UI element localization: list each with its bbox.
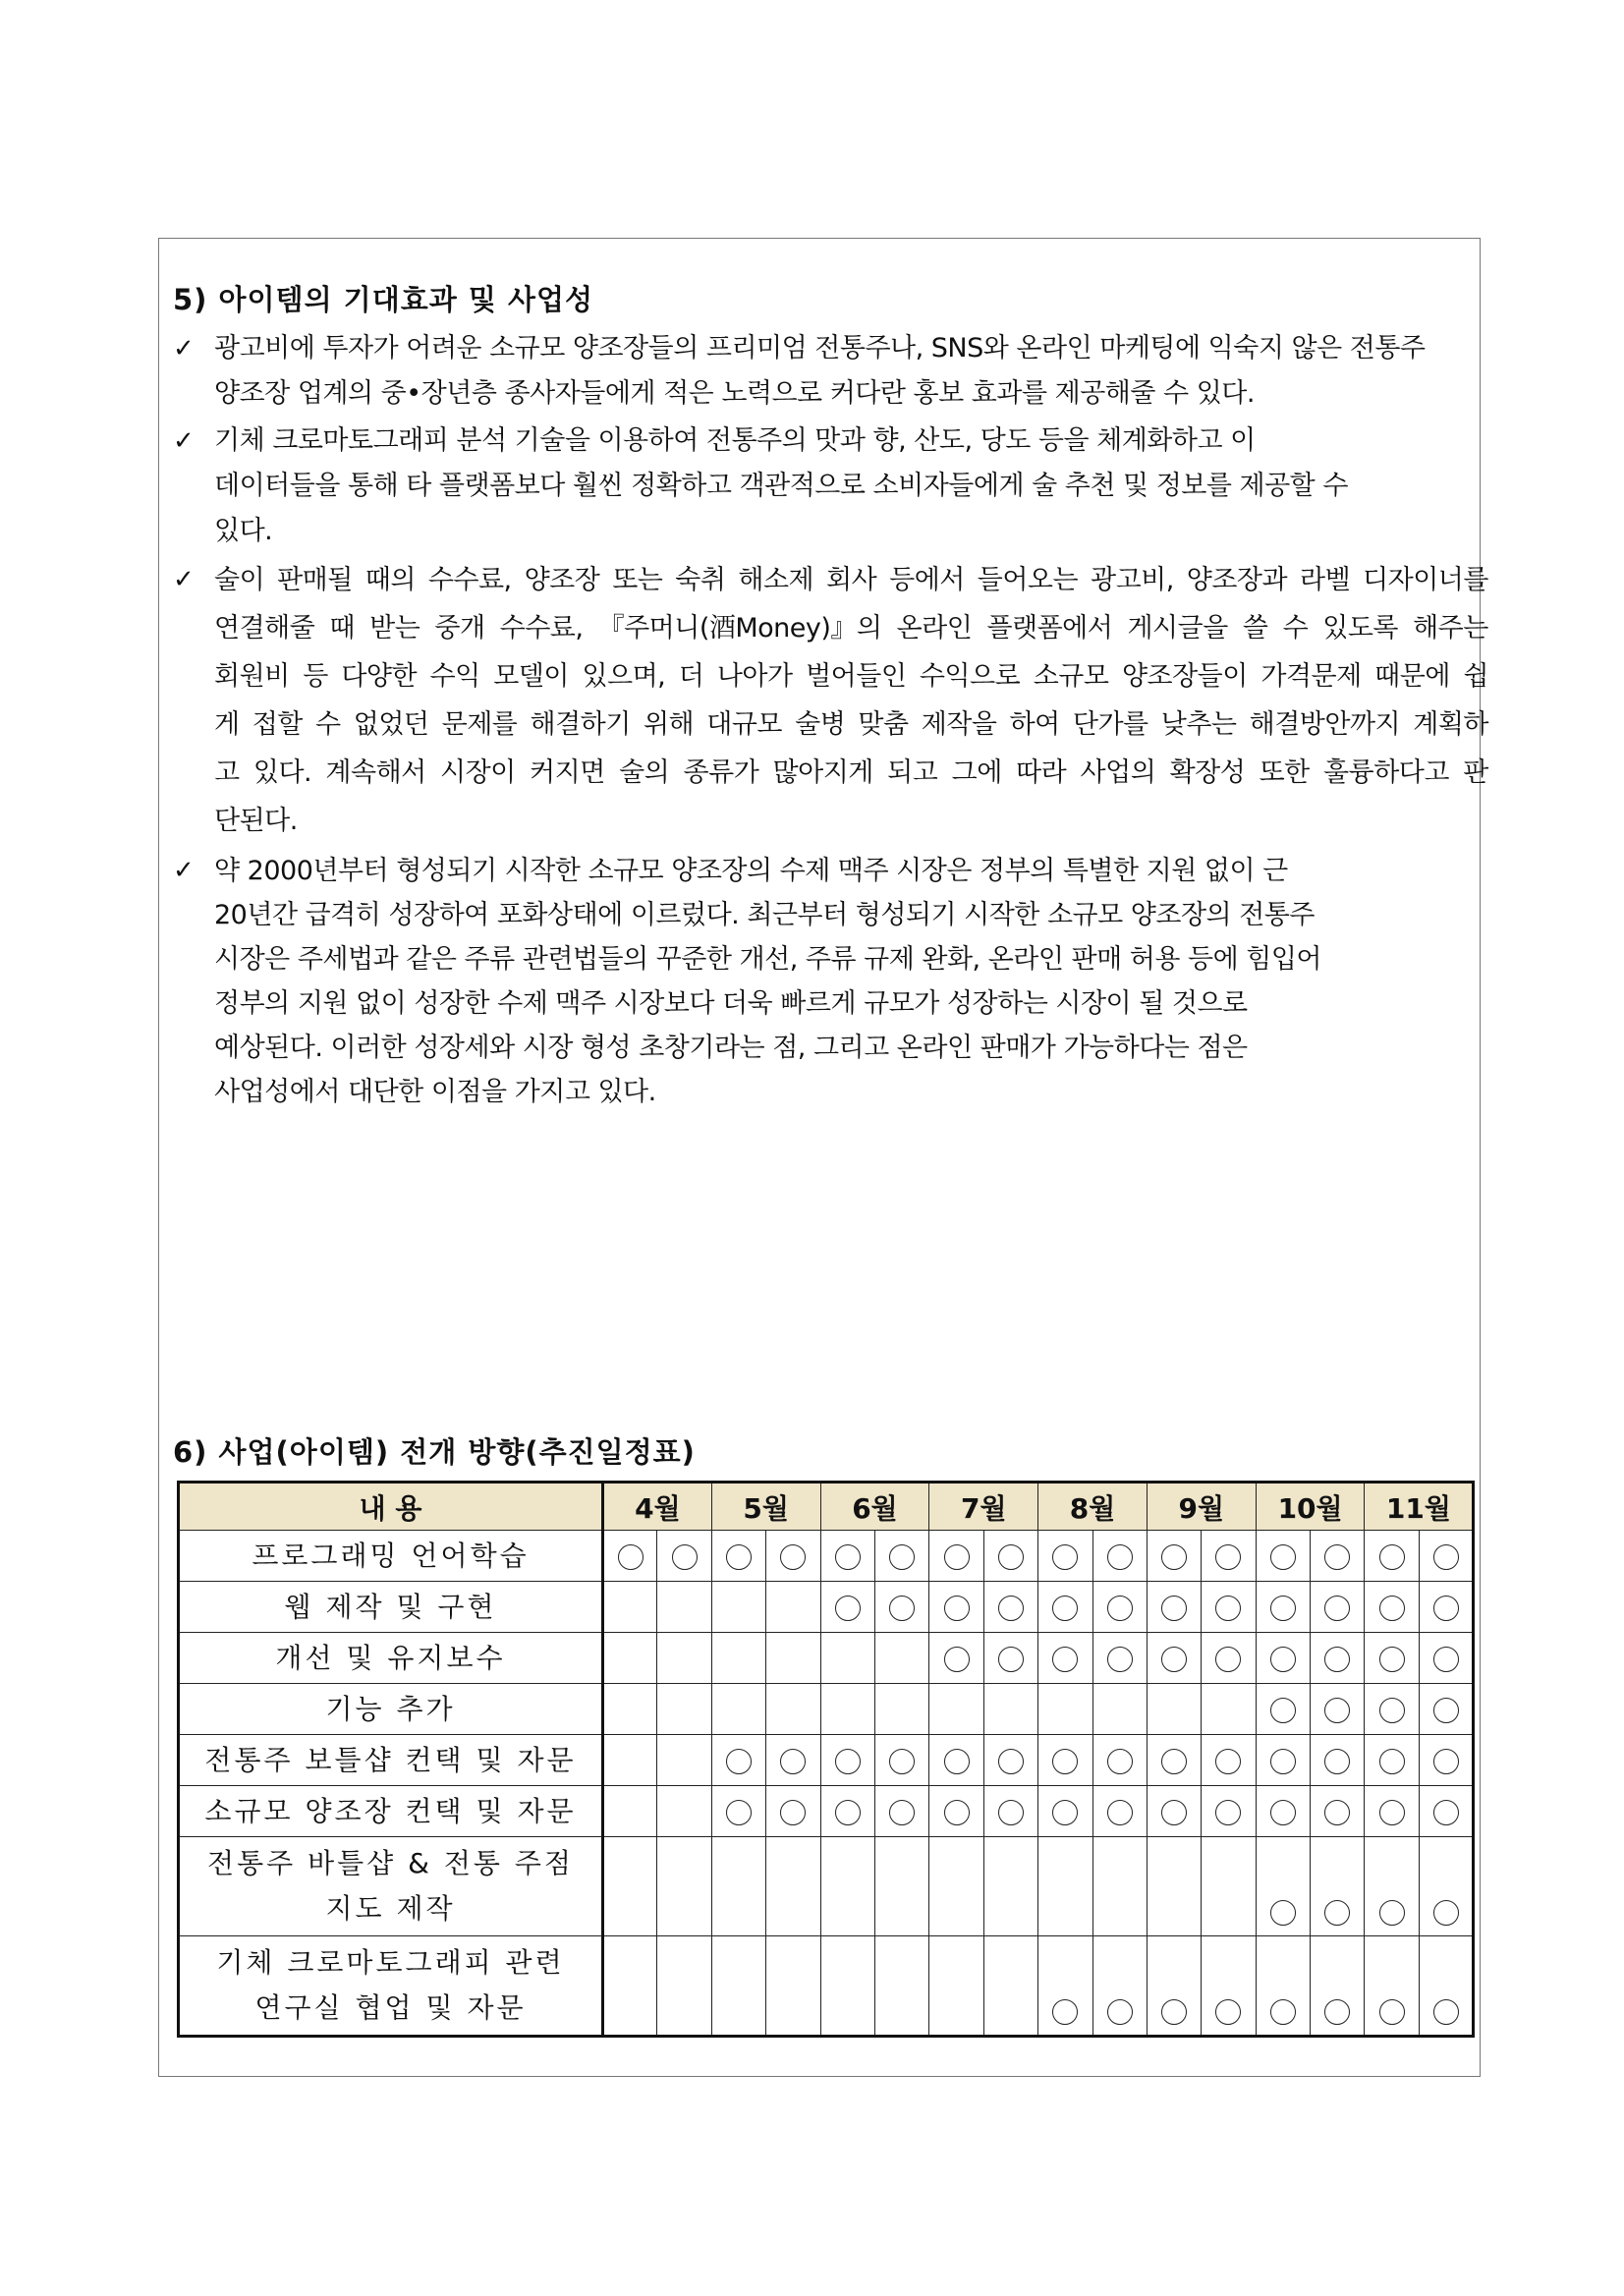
schedule-cell xyxy=(1256,1684,1310,1735)
task-label-line: 전통주 보틀샵 컨택 및 자문 xyxy=(204,1743,577,1776)
schedule-cell xyxy=(603,1837,657,1936)
schedule-mark-icon xyxy=(1379,1749,1405,1774)
schedule-cell xyxy=(983,1735,1037,1786)
task-label-line: 웹 제작 및 구현 xyxy=(284,1590,497,1623)
bullet-item xyxy=(173,556,1494,845)
task-label-line: 지도 제작 xyxy=(325,1892,456,1925)
schedule-cell xyxy=(820,1633,874,1684)
schedule-cell xyxy=(1256,1582,1310,1633)
schedule-mark-icon xyxy=(1270,1596,1296,1621)
header-month: 5월 xyxy=(711,1483,820,1531)
schedule-cell xyxy=(766,1582,820,1633)
schedule-cell xyxy=(1202,1837,1256,1936)
header-month: 4월 xyxy=(603,1483,712,1531)
schedule-mark-icon xyxy=(998,1596,1024,1621)
schedule-cell xyxy=(1365,1531,1419,1582)
schedule-mark-icon xyxy=(835,1749,861,1774)
schedule-cell xyxy=(1202,1582,1256,1633)
schedule-cell xyxy=(766,1531,820,1582)
schedule-mark-icon xyxy=(1107,1544,1133,1570)
schedule-task-label xyxy=(179,1735,603,1786)
schedule-cell xyxy=(1419,1936,1473,2037)
schedule-cell xyxy=(874,1582,928,1633)
schedule-cell xyxy=(1092,1531,1147,1582)
schedule-mark-icon xyxy=(1107,1647,1133,1672)
schedule-mark-icon xyxy=(1161,1647,1187,1672)
schedule-cell xyxy=(1311,1735,1365,1786)
schedule-cell xyxy=(983,1786,1037,1837)
schedule-cell xyxy=(657,1786,711,1837)
schedule-cell xyxy=(1365,1936,1419,2037)
schedule-cell xyxy=(1147,1786,1201,1837)
schedule-mark-icon xyxy=(726,1544,752,1570)
bullet-item xyxy=(173,326,1494,417)
schedule-cell xyxy=(820,1735,874,1786)
schedule-mark-icon xyxy=(835,1544,861,1570)
bullet-line: 20년간 급격히 성장하여 포화상태에 이르렀다. 최근부터 형성되기 시작한 소규모 양조장의 전통주 xyxy=(214,900,1315,930)
schedule-cell xyxy=(929,1735,983,1786)
schedule-mark-icon xyxy=(1107,1800,1133,1825)
schedule-cell xyxy=(1256,1633,1310,1684)
schedule-mark-icon xyxy=(1324,1749,1350,1774)
schedule-cell xyxy=(983,1633,1037,1684)
bullet-line: 연결해줄 때 받는 중개 수수료, 『주머니(酒Money)』의 온라인 플랫폼에서 게시글을 쓸 수 있도록 해주는 xyxy=(214,613,1488,644)
bullet-item xyxy=(173,849,1494,1114)
schedule-cell xyxy=(1147,1936,1201,2037)
schedule-cell xyxy=(711,1786,765,1837)
bullet-line: 술이 판매될 때의 수수료, 양조장 또는 숙취 해소제 회사 등에서 들어오는 광고비, 양조장과 라벨 디자이너를 xyxy=(214,565,1488,595)
schedule-cell xyxy=(1092,1582,1147,1633)
schedule-mark-icon xyxy=(889,1749,915,1774)
checkmark-icon: ✓ xyxy=(173,426,195,456)
schedule-cell xyxy=(820,1531,874,1582)
schedule-cell xyxy=(711,1582,765,1633)
schedule-cell xyxy=(603,1786,657,1837)
schedule-mark-icon xyxy=(780,1749,806,1774)
schedule-cell xyxy=(1202,1531,1256,1582)
schedule-mark-icon xyxy=(780,1800,806,1825)
schedule-row xyxy=(179,1837,1474,1936)
schedule-mark-icon xyxy=(1324,1900,1350,1926)
schedule-cell xyxy=(929,1684,983,1735)
task-label-line: 소규모 양조장 컨택 및 자문 xyxy=(204,1794,577,1827)
schedule-cell xyxy=(820,1684,874,1735)
schedule-mark-icon xyxy=(1379,1544,1405,1570)
schedule-cell xyxy=(1419,1735,1473,1786)
schedule-cell xyxy=(1202,1684,1256,1735)
schedule-cell xyxy=(1202,1735,1256,1786)
schedule-mark-icon xyxy=(1215,1647,1241,1672)
schedule-cell xyxy=(1147,1735,1201,1786)
schedule-cell xyxy=(1419,1786,1473,1837)
schedule-cell xyxy=(874,1531,928,1582)
schedule-cell xyxy=(603,1936,657,2037)
schedule-cell xyxy=(983,1531,1037,1582)
schedule-mark-icon xyxy=(1324,1800,1350,1825)
schedule-cell xyxy=(603,1633,657,1684)
schedule-cell xyxy=(657,1936,711,2037)
schedule-cell xyxy=(1419,1837,1473,1936)
schedule-mark-icon xyxy=(1433,1900,1459,1926)
schedule-cell xyxy=(1092,1936,1147,2037)
schedule-mark-icon xyxy=(1215,1800,1241,1825)
schedule-cell xyxy=(1311,1837,1365,1936)
schedule-cell xyxy=(1147,1684,1201,1735)
header-month: 7월 xyxy=(929,1483,1038,1531)
schedule-cell xyxy=(711,1837,765,1936)
schedule-mark-icon xyxy=(1107,1749,1133,1774)
schedule-mark-icon xyxy=(1324,1647,1350,1672)
schedule-mark-icon xyxy=(1379,1596,1405,1621)
bullet-line: 예상된다. 이러한 성장세와 시장 형성 초창기라는 점, 그리고 온라인 판매가 가능하다는 점은 xyxy=(214,1033,1248,1063)
bullet-line: 고 있다. 계속해서 시장이 커지면 술의 종류가 많아지게 되고 그에 따라 사업의 확장성 또한 훌륭하다고 판 xyxy=(214,757,1488,788)
schedule-task-label xyxy=(179,1684,603,1735)
schedule-cell xyxy=(1311,1936,1365,2037)
schedule-mark-icon xyxy=(1433,1647,1459,1672)
schedule-cell xyxy=(1419,1684,1473,1735)
task-label-line: 연구실 협업 및 자문 xyxy=(254,1991,527,2024)
schedule-row xyxy=(179,1786,1474,1837)
schedule-cell xyxy=(874,1633,928,1684)
task-label-line: 기체 크로마토그래피 관련 xyxy=(216,1946,565,1979)
task-label-line: 개선 및 유지보수 xyxy=(275,1641,506,1674)
section-5-title: 5) 아이템의 기대효과 및 사업성 xyxy=(173,283,593,316)
schedule-mark-icon xyxy=(1052,1999,1078,2025)
header-content-label: 내 용 xyxy=(179,1483,603,1531)
schedule-cell xyxy=(820,1837,874,1936)
schedule-mark-icon xyxy=(1379,1800,1405,1825)
schedule-cell xyxy=(657,1633,711,1684)
schedule-cell xyxy=(766,1837,820,1936)
schedule-cell xyxy=(874,1837,928,1936)
schedule-cell xyxy=(1311,1786,1365,1837)
bullet-line: 단된다. xyxy=(214,806,298,836)
schedule-mark-icon xyxy=(1215,1596,1241,1621)
schedule-mark-icon xyxy=(1161,1544,1187,1570)
schedule-cell xyxy=(711,1531,765,1582)
header-month: 8월 xyxy=(1038,1483,1148,1531)
bullet-line: 양조장 업계의 중•장년층 종사자들에게 적은 노력으로 커다란 홍보 효과를 제공해줄 수 있다. xyxy=(214,378,1255,409)
schedule-mark-icon xyxy=(944,1647,970,1672)
schedule-mark-icon xyxy=(1433,1698,1459,1723)
schedule-mark-icon xyxy=(1433,1999,1459,2025)
schedule-mark-icon xyxy=(1379,1900,1405,1926)
schedule-cell xyxy=(603,1582,657,1633)
schedule-task-label xyxy=(179,1633,603,1684)
schedule-mark-icon xyxy=(1052,1800,1078,1825)
schedule-cell xyxy=(1038,1786,1092,1837)
schedule-cell xyxy=(1256,1786,1310,1837)
schedule-mark-icon xyxy=(1052,1596,1078,1621)
schedule-cell xyxy=(929,1936,983,2037)
bullet-line: 게 접할 수 없었던 문제를 해결하기 위해 대규모 술병 맞춤 제작을 하여 단가를 낮추는 해결방안까지 계획하 xyxy=(214,709,1488,740)
schedule-cell xyxy=(1365,1735,1419,1786)
schedule-cell xyxy=(766,1786,820,1837)
schedule-cell xyxy=(1202,1633,1256,1684)
schedule-cell xyxy=(1311,1582,1365,1633)
schedule-cell xyxy=(657,1684,711,1735)
schedule-cell xyxy=(1038,1735,1092,1786)
schedule-cell xyxy=(657,1735,711,1786)
schedule-cell xyxy=(1038,1633,1092,1684)
schedule-cell xyxy=(1092,1684,1147,1735)
schedule-mark-icon xyxy=(889,1596,915,1621)
schedule-cell xyxy=(874,1735,928,1786)
schedule-cell xyxy=(711,1684,765,1735)
schedule-cell xyxy=(1256,1936,1310,2037)
schedule-cell xyxy=(1311,1531,1365,1582)
schedule-mark-icon xyxy=(1161,1999,1187,2025)
schedule-cell xyxy=(1147,1633,1201,1684)
schedule-cell xyxy=(1147,1582,1201,1633)
schedule-cell xyxy=(711,1936,765,2037)
schedule-table xyxy=(177,1481,1475,2038)
schedule-mark-icon xyxy=(1433,1800,1459,1825)
schedule-cell xyxy=(929,1582,983,1633)
schedule-mark-icon xyxy=(1270,1544,1296,1570)
schedule-mark-icon xyxy=(1107,1596,1133,1621)
schedule-mark-icon xyxy=(944,1596,970,1621)
schedule-row xyxy=(179,1582,1474,1633)
schedule-mark-icon xyxy=(672,1544,698,1570)
schedule-cell xyxy=(874,1786,928,1837)
schedule-cell xyxy=(657,1582,711,1633)
schedule-mark-icon xyxy=(1324,1544,1350,1570)
schedule-cell xyxy=(603,1531,657,1582)
schedule-cell xyxy=(1419,1582,1473,1633)
schedule-cell xyxy=(983,1582,1037,1633)
schedule-mark-icon xyxy=(998,1647,1024,1672)
schedule-task-label xyxy=(179,1582,603,1633)
schedule-mark-icon xyxy=(998,1544,1024,1570)
schedule-cell xyxy=(874,1684,928,1735)
schedule-mark-icon xyxy=(1161,1800,1187,1825)
schedule-cell xyxy=(766,1633,820,1684)
schedule-cell xyxy=(1256,1735,1310,1786)
schedule-mark-icon xyxy=(1379,1999,1405,2025)
bullet-line: 정부의 지원 없이 성장한 수제 맥주 시장보다 더욱 빠르게 규모가 성장하는 시장이 될 것으로 xyxy=(214,988,1248,1019)
schedule-cell xyxy=(1147,1837,1201,1936)
schedule-mark-icon xyxy=(944,1749,970,1774)
schedule-cell xyxy=(766,1936,820,2037)
checkmark-icon: ✓ xyxy=(173,334,195,364)
schedule-mark-icon xyxy=(1270,1900,1296,1926)
schedule-cell xyxy=(983,1936,1037,2037)
schedule-mark-icon xyxy=(889,1544,915,1570)
schedule-mark-icon xyxy=(1324,1698,1350,1723)
schedule-cell xyxy=(1365,1786,1419,1837)
schedule-mark-icon xyxy=(1052,1749,1078,1774)
schedule-cell xyxy=(929,1837,983,1936)
schedule-row xyxy=(179,1531,1474,1582)
schedule-cell xyxy=(929,1531,983,1582)
schedule-cell xyxy=(1202,1936,1256,2037)
schedule-mark-icon xyxy=(1433,1596,1459,1621)
schedule-mark-icon xyxy=(998,1749,1024,1774)
schedule-cell xyxy=(1147,1531,1201,1582)
benefit-bullet-list xyxy=(173,326,1494,1114)
schedule-cell xyxy=(1038,1684,1092,1735)
schedule-cell xyxy=(874,1936,928,2037)
header-month: 10월 xyxy=(1256,1483,1365,1531)
schedule-cell xyxy=(1038,1582,1092,1633)
bullet-line: 데이터들을 통해 타 플랫폼보다 훨씬 정확하고 객관적으로 소비자들에게 술 추천 및 정보를 제공할 수 xyxy=(214,471,1348,501)
schedule-cell xyxy=(1202,1786,1256,1837)
schedule-cell xyxy=(820,1936,874,2037)
schedule-mark-icon xyxy=(1215,1749,1241,1774)
schedule-mark-icon xyxy=(835,1596,861,1621)
schedule-cell xyxy=(1365,1684,1419,1735)
schedule-cell xyxy=(711,1735,765,1786)
schedule-cell xyxy=(603,1684,657,1735)
task-label-line: 전통주 바틀샵 & 전통 주점 xyxy=(207,1847,574,1879)
schedule-cell xyxy=(1419,1633,1473,1684)
schedule-cell xyxy=(1256,1837,1310,1936)
schedule-mark-icon xyxy=(1215,1544,1241,1570)
schedule-cell xyxy=(929,1786,983,1837)
checkmark-icon: ✓ xyxy=(173,565,195,594)
schedule-cell xyxy=(1038,1936,1092,2037)
schedule-cell xyxy=(929,1633,983,1684)
schedule-cell xyxy=(820,1582,874,1633)
schedule-mark-icon xyxy=(1433,1544,1459,1570)
schedule-mark-icon xyxy=(1161,1749,1187,1774)
schedule-mark-icon xyxy=(889,1800,915,1825)
schedule-cell xyxy=(1038,1837,1092,1936)
schedule-cell xyxy=(766,1684,820,1735)
schedule-mark-icon xyxy=(1270,1999,1296,2025)
schedule-mark-icon xyxy=(1161,1596,1187,1621)
bullet-item xyxy=(173,419,1494,554)
schedule-mark-icon xyxy=(1107,1999,1133,2025)
schedule-row xyxy=(179,1936,1474,2037)
schedule-mark-icon xyxy=(1270,1800,1296,1825)
schedule-cell xyxy=(1365,1582,1419,1633)
task-label-line: 프로그래밍 언어학습 xyxy=(252,1539,530,1572)
schedule-cell xyxy=(1311,1633,1365,1684)
schedule-cell xyxy=(1038,1531,1092,1582)
schedule-cell xyxy=(1092,1735,1147,1786)
schedule-cell xyxy=(657,1531,711,1582)
schedule-cell xyxy=(1092,1633,1147,1684)
bullet-line: 시장은 주세법과 같은 주류 관련법들의 꾸준한 개선, 주류 규제 완화, 온라인 판매 허용 등에 힘입어 xyxy=(214,944,1322,975)
schedule-mark-icon xyxy=(944,1800,970,1825)
schedule-task-label xyxy=(179,1936,603,2037)
schedule-mark-icon xyxy=(618,1544,644,1570)
schedule-mark-icon xyxy=(1052,1544,1078,1570)
schedule-mark-icon xyxy=(780,1544,806,1570)
schedule-mark-icon xyxy=(1324,1596,1350,1621)
schedule-cell xyxy=(983,1837,1037,1936)
schedule-row xyxy=(179,1684,1474,1735)
schedule-mark-icon xyxy=(1270,1749,1296,1774)
schedule-cell xyxy=(657,1837,711,1936)
header-month: 6월 xyxy=(820,1483,929,1531)
schedule-cell xyxy=(983,1684,1037,1735)
schedule-cell xyxy=(711,1633,765,1684)
section-6-title: 6) 사업(아이템) 전개 방향(추진일정표) xyxy=(173,1435,696,1469)
schedule-task-label xyxy=(179,1531,603,1582)
schedule-cell xyxy=(1311,1684,1365,1735)
checkmark-icon: ✓ xyxy=(173,856,195,885)
task-label-line: 기능 추가 xyxy=(325,1692,456,1725)
header-month: 9월 xyxy=(1147,1483,1256,1531)
bullet-line: 기체 크로마토그래피 분석 기술을 이용하여 전통주의 맛과 향, 산도, 당도 등을 체계화하고 이 xyxy=(214,425,1256,456)
schedule-row xyxy=(179,1735,1474,1786)
schedule-mark-icon xyxy=(1270,1698,1296,1723)
header-month: 11월 xyxy=(1365,1483,1474,1531)
schedule-cell xyxy=(766,1735,820,1786)
bullet-line: 약 2000년부터 형성되기 시작한 소규모 양조장의 수제 맥주 시장은 정부의 특별한 지원 없이 근 xyxy=(214,856,1288,886)
schedule-mark-icon xyxy=(998,1800,1024,1825)
schedule-mark-icon xyxy=(1324,1999,1350,2025)
schedule-mark-icon xyxy=(1215,1999,1241,2025)
schedule-mark-icon xyxy=(1052,1647,1078,1672)
schedule-mark-icon xyxy=(1379,1647,1405,1672)
schedule-cell xyxy=(603,1735,657,1786)
schedule-cell xyxy=(1092,1786,1147,1837)
bullet-line: 회원비 등 다양한 수익 모델이 있으며, 더 나아가 벌어들인 수익으로 소규모 양조장들이 가격문제 때문에 쉽 xyxy=(214,661,1488,692)
schedule-task-label xyxy=(179,1786,603,1837)
schedule-cell xyxy=(1256,1531,1310,1582)
schedule-mark-icon xyxy=(1379,1698,1405,1723)
schedule-cell xyxy=(1365,1633,1419,1684)
bullet-line: 사업성에서 대단한 이점을 가지고 있다. xyxy=(214,1077,656,1107)
bullet-line: 있다. xyxy=(214,516,273,546)
schedule-row xyxy=(179,1633,1474,1684)
schedule-cell xyxy=(1419,1531,1473,1582)
schedule-mark-icon xyxy=(726,1749,752,1774)
schedule-cell xyxy=(1365,1837,1419,1936)
bullet-line: 광고비에 투자가 어려운 소규모 양조장들의 프리미엄 전통주나, SNS와 온라인 마케팅에 익숙지 않은 전통주 xyxy=(214,333,1426,364)
schedule-cell xyxy=(1092,1837,1147,1936)
schedule-mark-icon xyxy=(1270,1647,1296,1672)
schedule-mark-icon xyxy=(835,1800,861,1825)
schedule-mark-icon xyxy=(726,1800,752,1825)
schedule-header-row xyxy=(179,1483,1474,1531)
schedule-mark-icon xyxy=(1433,1749,1459,1774)
schedule-task-label xyxy=(179,1837,603,1936)
schedule-cell xyxy=(820,1786,874,1837)
schedule-mark-icon xyxy=(944,1544,970,1570)
